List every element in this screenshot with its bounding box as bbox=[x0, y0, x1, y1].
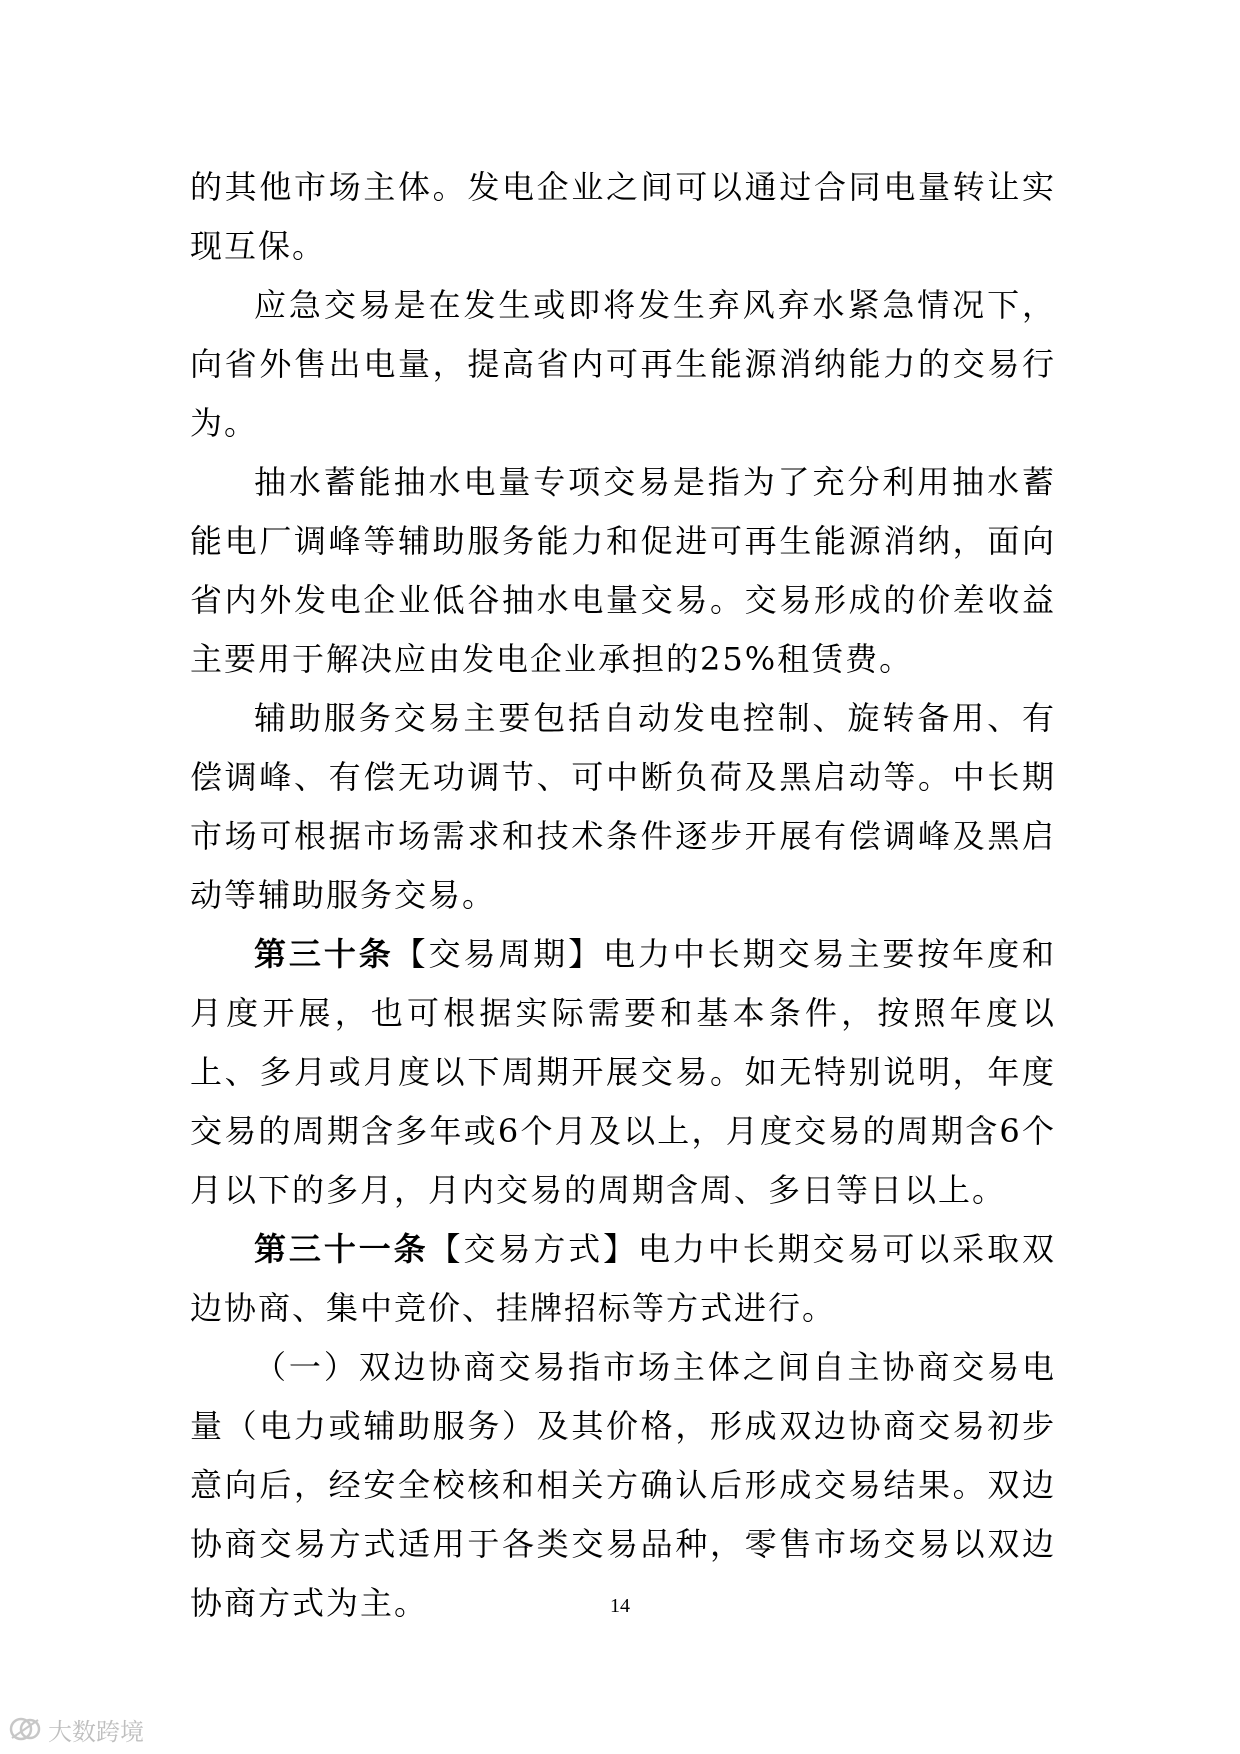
paragraph-1 bbox=[190, 158, 1056, 276]
document-body bbox=[190, 158, 1056, 1633]
page-number: 14 bbox=[610, 1595, 630, 1617]
watermark-text: 大数跨境 bbox=[48, 1717, 144, 1746]
paragraph-text: 的其他市场主体。发电企业之间可以通过合同电量转让实现互保。 bbox=[190, 168, 1056, 265]
logo-icon bbox=[8, 1716, 42, 1742]
article-heading: 第三十条 bbox=[254, 935, 394, 973]
paragraph-2 bbox=[190, 276, 1056, 453]
paragraph-text: 【交易方式】电力中长期交易可以采取双边协商、集中竞价、挂牌招标等方式进行。 bbox=[190, 1230, 1056, 1327]
article-heading: 第三十一条 bbox=[254, 1230, 429, 1268]
article-31 bbox=[190, 1220, 1056, 1338]
article-30 bbox=[190, 925, 1056, 1220]
paragraph-text: 应急交易是在发生或即将发生弃风弃水紧急情况下，向省外售出电量，提高省内可再生能源消纳能力的交易行为。 bbox=[190, 286, 1056, 442]
paragraph-3 bbox=[190, 453, 1056, 689]
watermark bbox=[8, 1712, 144, 1746]
paragraph-text: 【交易周期】电力中长期交易主要按年度和月度开展，也可根据实际需要和基本条件，按照年度以上、多月或月度以下周期开展交易。如无特别说明，年度交易的周期含多年或6个月及以上，月度交易的周期含6个月以下的多月，月内交易的周期含周、多日等日以上。 bbox=[190, 935, 1056, 1209]
paragraph-text: 抽水蓄能抽水电量专项交易是指为了充分利用抽水蓄能电厂调峰等辅助服务能力和促进可再生能源消纳，面向省内外发电企业低谷抽水电量交易。交易形成的价差收益主要用于解决应由发电企业承担的25%租赁费。 bbox=[190, 463, 1056, 678]
paragraph-text: （一）双边协商交易指市场主体之间自主协商交易电量（电力或辅助服务）及其价格，形成双边协商交易初步意向后，经安全校核和相关方确认后形成交易结果。双边协商交易方式适用于各类交易品种，零售市场交易以双边协商方式为主。 bbox=[190, 1348, 1056, 1622]
paragraph-7 bbox=[190, 1338, 1056, 1633]
paragraph-4 bbox=[190, 689, 1056, 925]
paragraph-text: 辅助服务交易主要包括自动发电控制、旋转备用、有偿调峰、有偿无功调节、可中断负荷及黑启动等。中长期市场可根据市场需求和技术条件逐步开展有偿调峰及黑启动等辅助服务交易。 bbox=[190, 699, 1056, 914]
